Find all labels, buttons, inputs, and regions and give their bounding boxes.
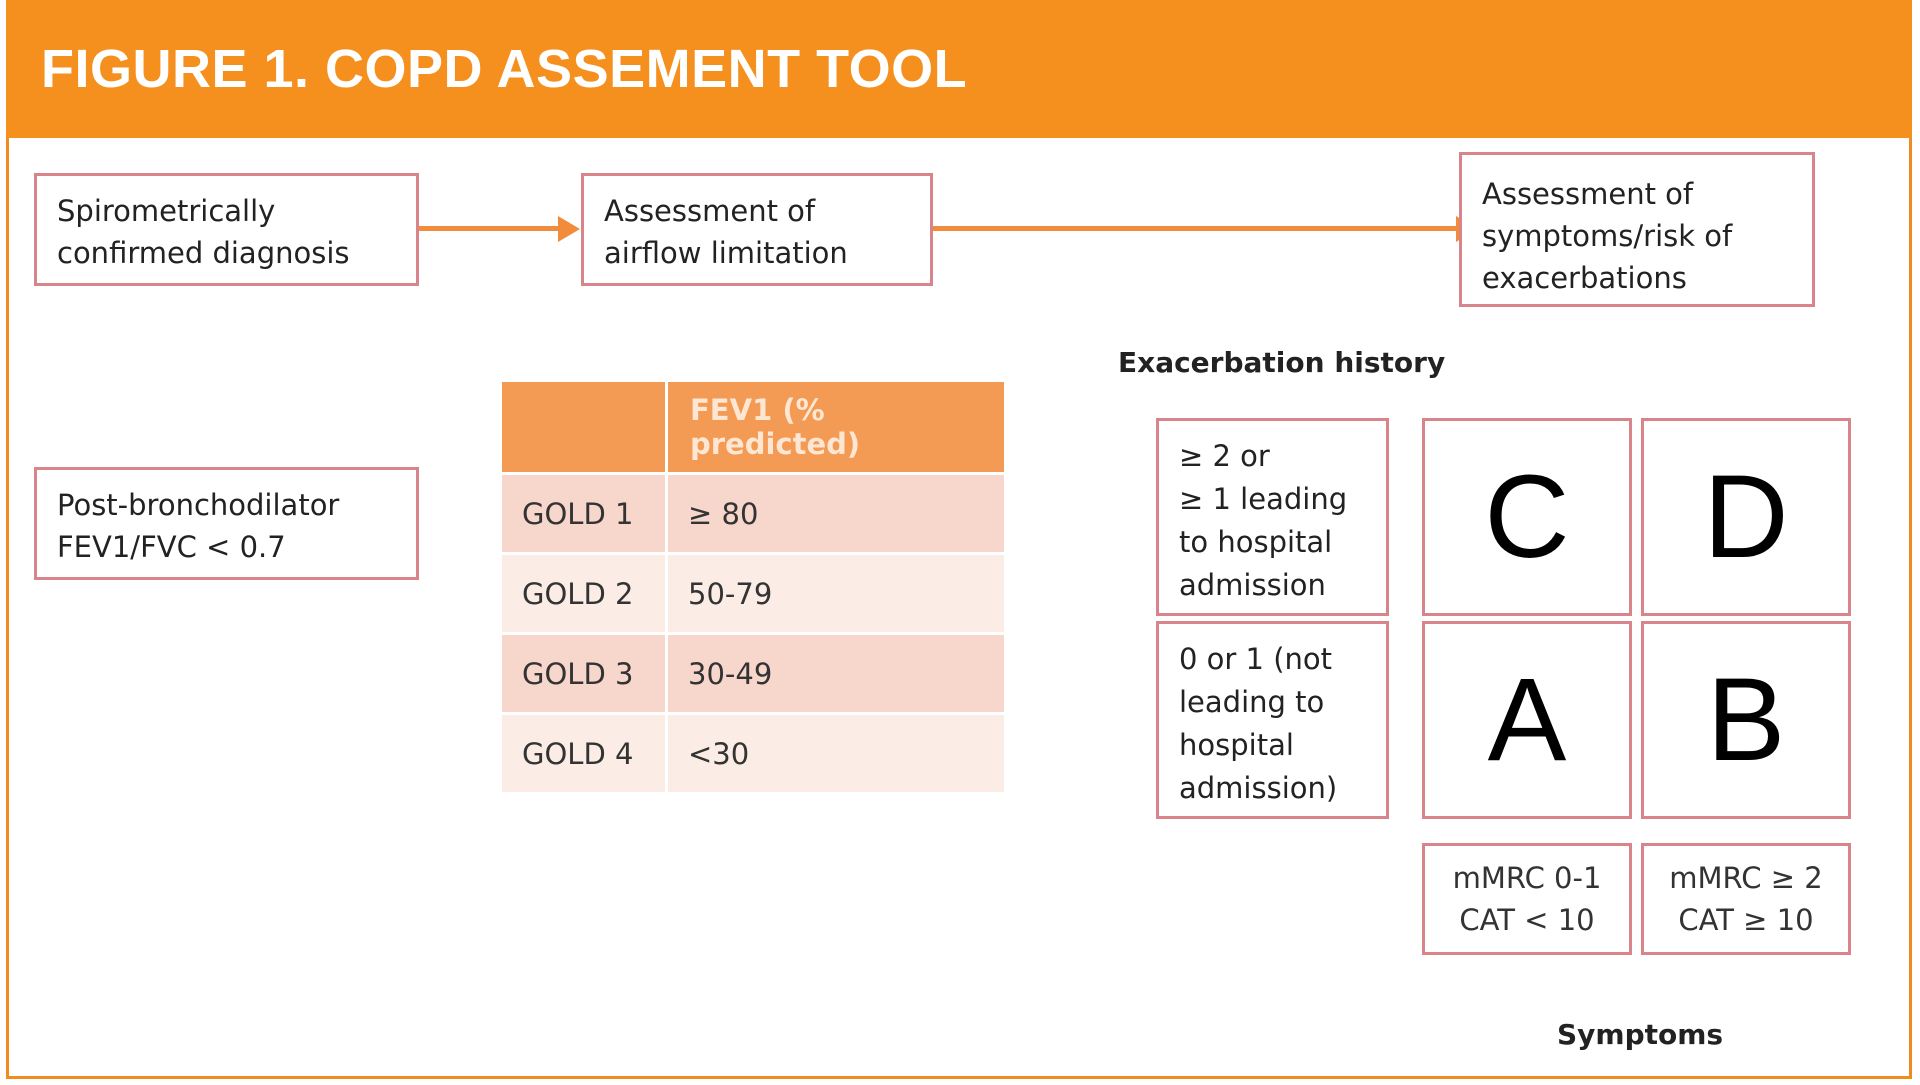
box-line: confirmed diagnosis	[57, 236, 350, 270]
fev1-value-cell: <30	[668, 715, 1004, 792]
figure-title: FIGURE 1. COPD ASSEMENT TOOL	[41, 39, 968, 99]
table-header-empty-cell	[502, 382, 668, 472]
box-line: admission)	[1179, 771, 1338, 805]
high-risk-criteria-box	[1156, 418, 1389, 616]
arrow-line-1	[419, 226, 559, 231]
box-line: 0 or 1 (not	[1179, 642, 1333, 676]
box-line: Assessment of	[1482, 177, 1694, 211]
fev1-value-cell: ≥ 80	[668, 475, 1004, 552]
fev1-value-cell: 50-79	[668, 555, 1004, 632]
box-line: leading to	[1179, 685, 1325, 719]
low-risk-criteria-box	[1156, 621, 1389, 819]
box-line: ≥ 1 leading	[1179, 482, 1348, 516]
group-c-cell: C	[1422, 418, 1632, 616]
box-line: CAT < 10	[1459, 903, 1595, 937]
arrow-head-1	[558, 216, 580, 242]
box-line: ≥ 2 or	[1179, 439, 1270, 473]
gold-grade-cell: GOLD 3	[502, 635, 668, 712]
group-d-cell: D	[1641, 418, 1851, 616]
fev1-fvc-criterion-box	[34, 467, 419, 580]
exacerbation-history-label: Exacerbation history	[1118, 346, 1446, 379]
box-line: Assessment of	[604, 194, 816, 228]
box-line: FEV1/FVC < 0.7	[57, 530, 286, 564]
gold-grade-cell: GOLD 1	[502, 475, 668, 552]
group-b-cell: B	[1641, 621, 1851, 819]
low-symptoms-box	[1422, 843, 1632, 955]
box-line: symptoms/risk of	[1482, 219, 1733, 253]
box-line: admission	[1179, 568, 1326, 602]
table-header-fev1: FEV1 (% predicted)	[668, 382, 1004, 472]
arrow-line-2	[933, 226, 1457, 231]
table-row	[502, 635, 1004, 712]
box-line: mMRC 0-1	[1452, 861, 1602, 895]
box-line: Post-bronchodilator	[57, 488, 340, 522]
airflow-assessment-box	[581, 173, 933, 286]
group-a-cell: A	[1422, 621, 1632, 819]
table-row	[502, 475, 1004, 552]
symptoms-label: Symptoms	[1557, 1018, 1724, 1051]
gold-classification-table	[502, 382, 1004, 792]
spirometry-diagnosis-box	[34, 173, 419, 286]
box-line: to hospital	[1179, 525, 1333, 559]
fev1-value-cell: 30-49	[668, 635, 1004, 712]
table-header-row	[502, 382, 1004, 472]
box-line: hospital	[1179, 728, 1294, 762]
symptoms-risk-box	[1459, 152, 1815, 307]
gold-grade-cell: GOLD 2	[502, 555, 668, 632]
box-line: airflow limitation	[604, 236, 848, 270]
figure-header	[6, 0, 1912, 138]
high-symptoms-box	[1641, 843, 1851, 955]
box-line: mMRC ≥ 2	[1669, 861, 1823, 895]
table-row	[502, 715, 1004, 792]
box-line: exacerbations	[1482, 261, 1687, 295]
box-line: Spirometrically	[57, 194, 276, 228]
table-row	[502, 555, 1004, 632]
gold-grade-cell: GOLD 4	[502, 715, 668, 792]
box-line: CAT ≥ 10	[1678, 903, 1814, 937]
